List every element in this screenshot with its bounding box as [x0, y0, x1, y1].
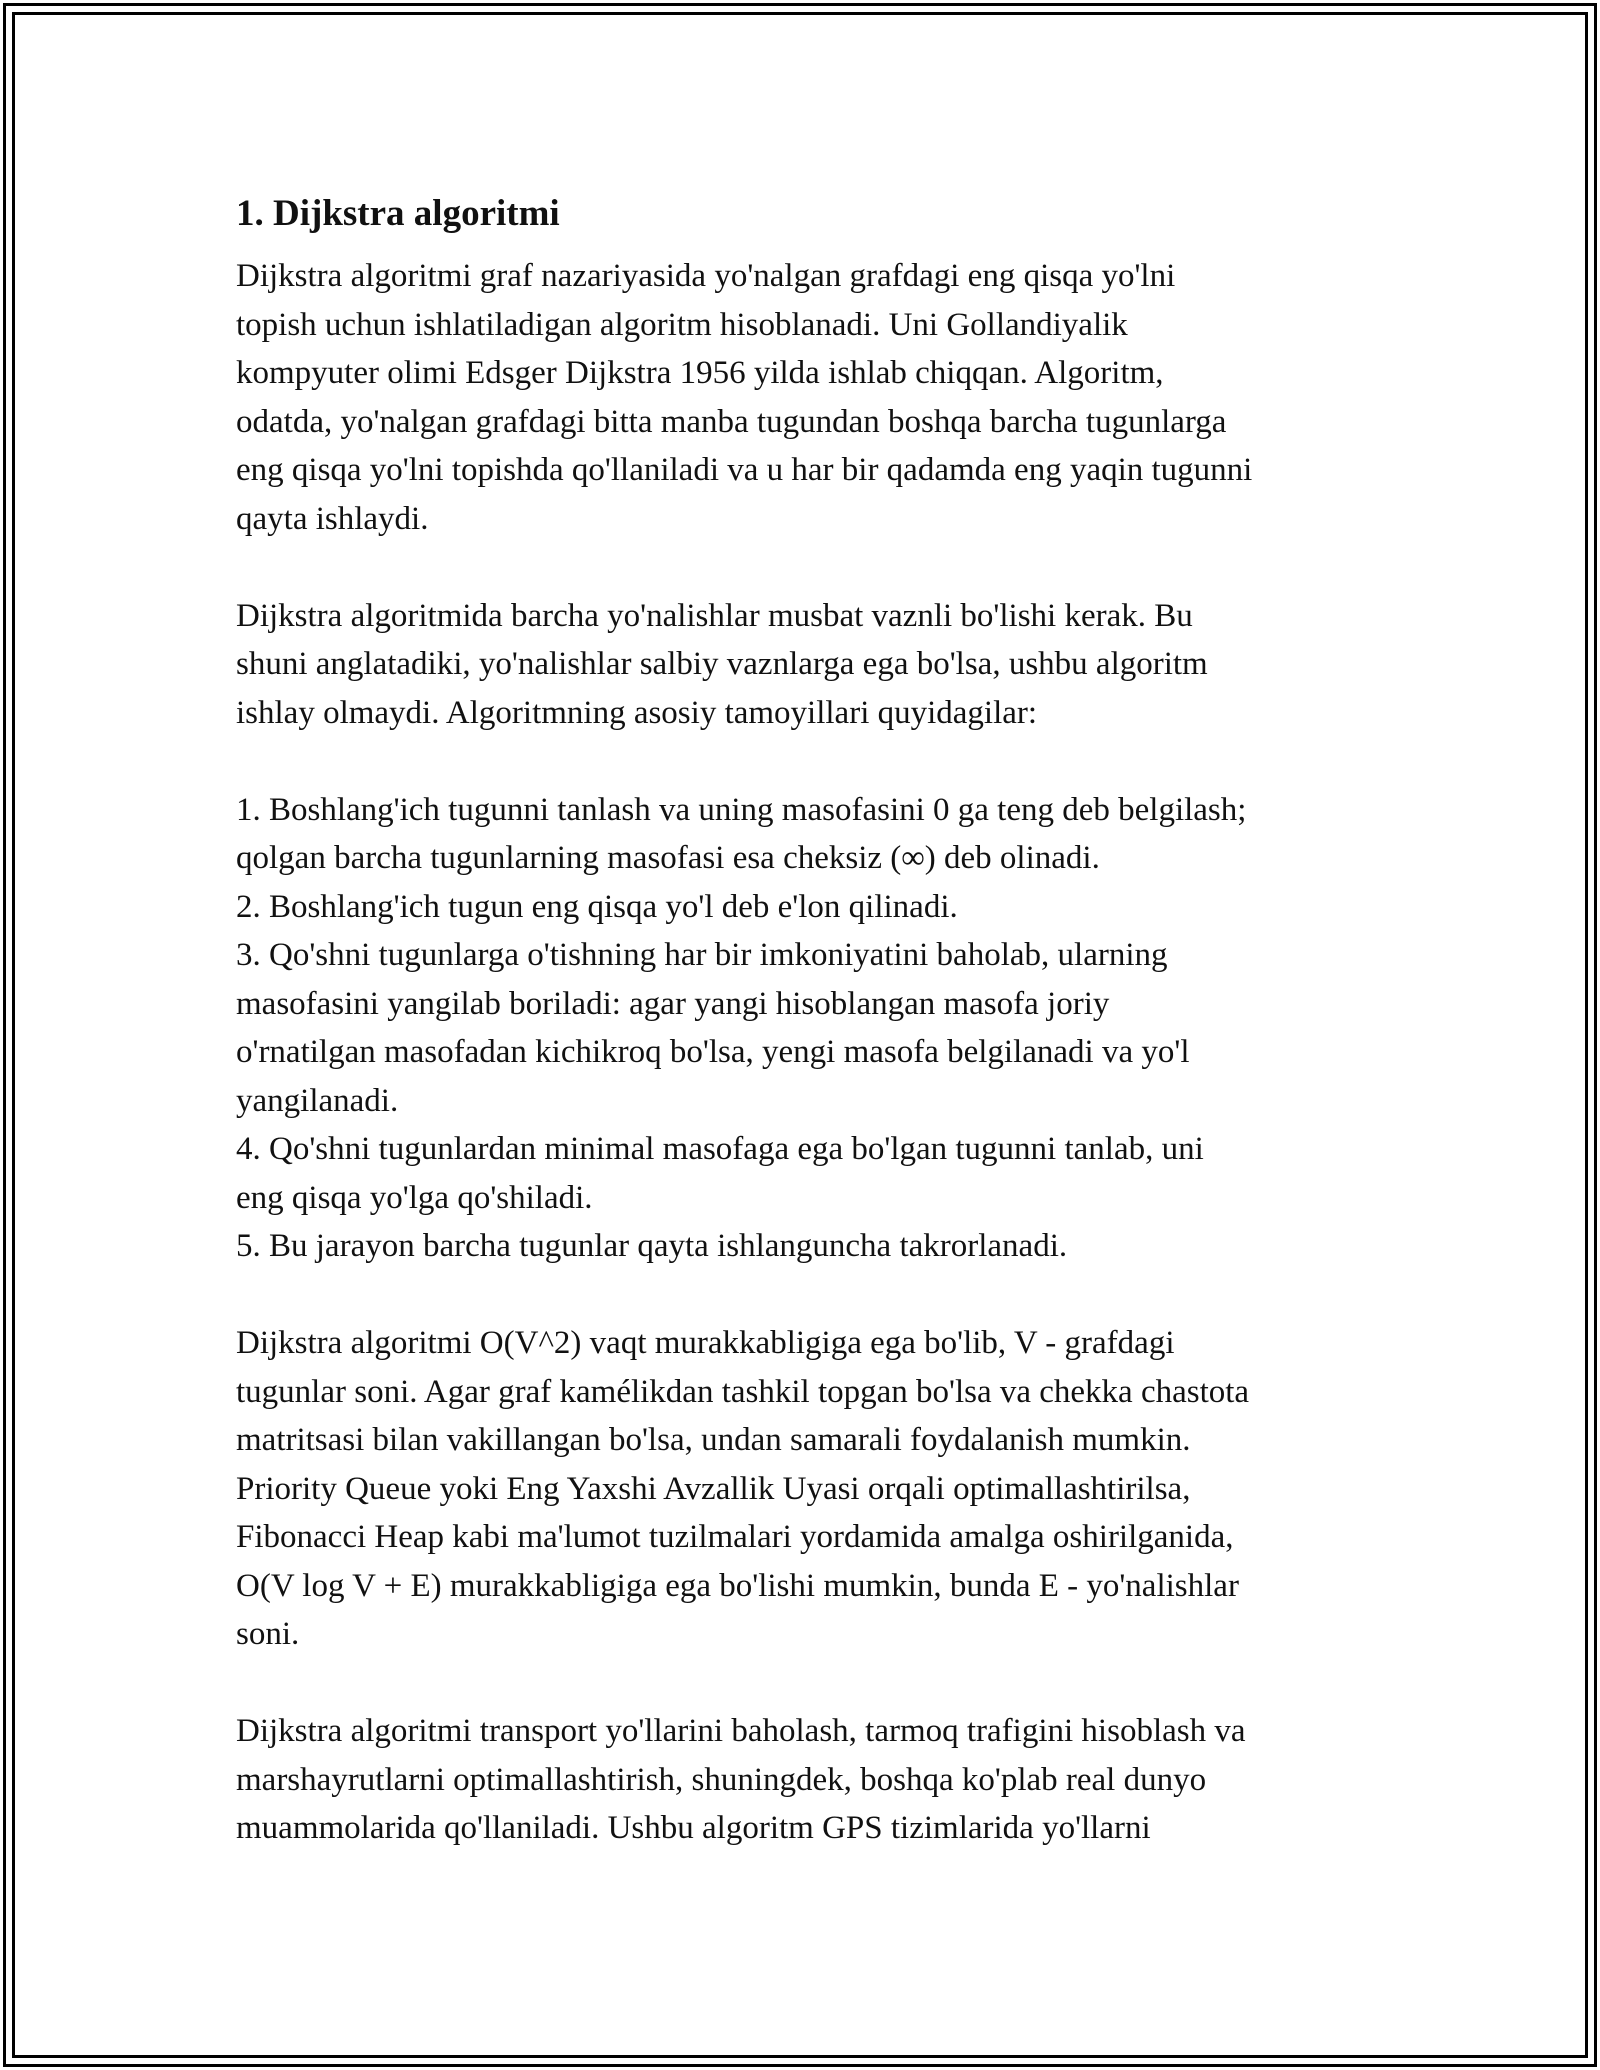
paragraph-steps-list: 1. Boshlang'ich tugunni tanlash va uning masofasini 0 ga teng deb belgilash; qolgan barcha tugunlarning masofasi esa cheksiz (∞) deb olinadi. 2. Boshlang'ich tugun eng qisqa yo'l deb e'lon qilinadi. 3. Qo'shni tugunlarga o'tishning har bir imkoniyatini baholab, ularning masofasini yangilab boriladi: agar yangi hisoblangan masofa joriy o'rnatilgan masofadan kichikroq bo'lsa, yengi masofa belgilanadi va yo'l yangilanadi. 4. Qo'shni tugunlardan minimal masofaga ega bo'lgan tugunni tanlab, uni eng qisqa yo'lga qo'shiladi. 5. Bu jarayon barcha tugunlar qayta ishlanguncha takrorlanadi. [236, 791, 1247, 1264]
paragraph-spacer [236, 737, 1386, 786]
paragraph-conditions: Dijkstra algoritmida barcha yo'nalishlar musbat vaznli bo'lishi kerak. Bu shuni anglatadiki, yo'nalishlar salbiy vaznlarga ega bo'lsa, ushbu algoritm ishlay olmaydi. Algoritmning asosiy tamoyillari quyidagilar: [236, 597, 1208, 731]
paragraph-spacer [236, 1271, 1386, 1320]
paragraph-applications: Dijkstra algoritmi transport yo'llarini baholash, tarmoq trafigini hisoblash va marshayrutlarni optimallashtirish, shuningdek, boshqa ko'plab real dunyo muammolarida qo'llaniladi. Ushbu algoritm GPS tizimlarida yo'llarni [236, 1713, 1246, 1846]
section-heading: 1. Dijkstra algoritmi [236, 193, 560, 234]
paragraph-intro: Dijkstra algoritmi graf nazariyasida yo'nalgan grafdagi eng qisqa yo'lni topish uchun ishlatiladigan algoritm hisoblanadi. Uni Gollandiyalik kompyuter olimi Edsger Dijkstra 1956 yilda ishlab chiqqan. Algoritm, odatda, yo'nalgan grafdagi bitta manba tugundan boshqa barcha tugunlarga eng qisqa yo'lni topishda qo'llaniladi va u har bir qadamda eng yaqin tugunni qayta ishlaydi. [236, 258, 1253, 537]
paragraph-spacer [236, 1659, 1386, 1708]
document-body [236, 186, 1386, 1853]
paragraph-complexity: Dijkstra algoritmi O(V^2) vaqt murakkabligiga ega bo'lib, V - grafdagi tugunlar soni. Agar graf kamélikdan tashkil topgan bo'lsa va chekka chastota matritsasi bilan vakillangan bo'lsa, undan samarali foydalanish mumkin. Priority Queue yoki Eng Yaxshi Avzallik Uyasi orqali optimallashtirilsa, Fibonacci Heap kabi ma'lumot tuzilmalari yordamida amalga oshirilganida, O(V log V + E) murakkabligiga ega bo'lishi mumkin, bunda E - yo'nalishlar soni. [236, 1325, 1250, 1652]
paragraph-spacer [236, 543, 1386, 592]
